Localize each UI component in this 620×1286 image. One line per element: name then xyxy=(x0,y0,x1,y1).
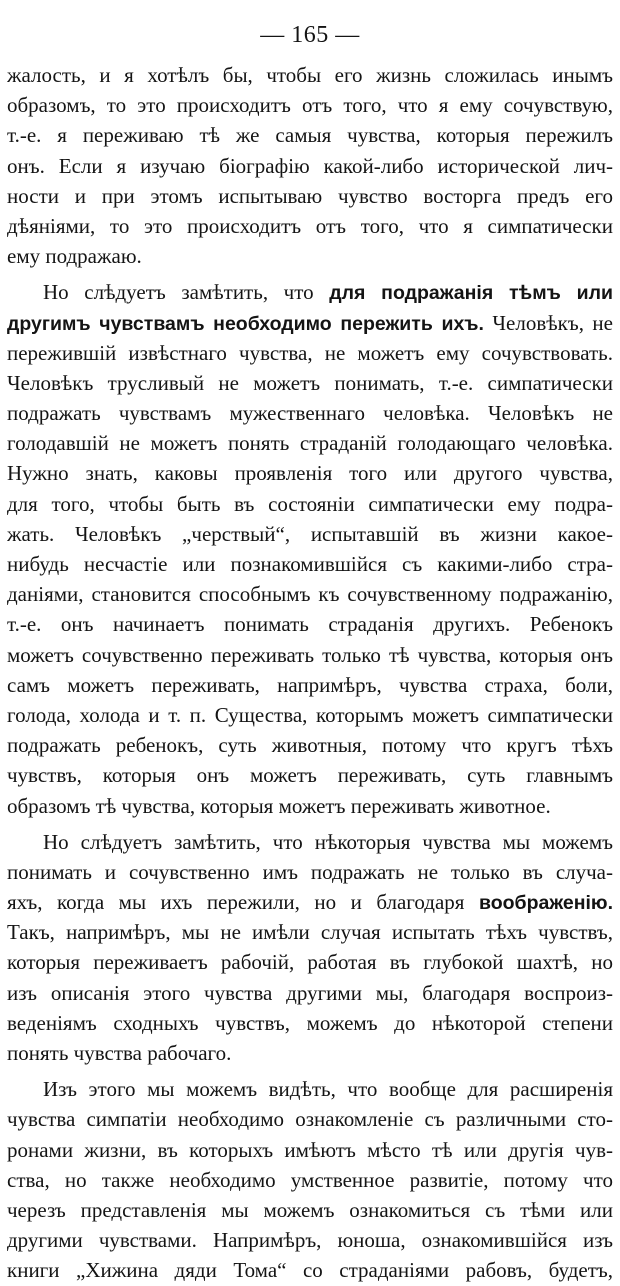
paragraph-4 xyxy=(7,1074,613,1285)
text-line: чувствъ, которыя онъ можетъ переживать, суть главнымъ xyxy=(7,763,613,788)
text-line xyxy=(7,308,613,338)
text-line: черезъ представленія мы можемъ ознакомиться съ тѣми или xyxy=(7,1197,613,1222)
text-line: Человѣкъ трусливый не можетъ понимать, т.-е. симпатически xyxy=(7,370,613,395)
page-number: — 165 — xyxy=(260,22,360,48)
text-line: жать. Человѣкъ „черствый“, испытавшій въ жизни какое- xyxy=(7,521,613,546)
body-text xyxy=(7,60,613,1286)
text-line: Такъ, напримѣръ, мы не имѣли случая испытать тѣхъ чувствъ, xyxy=(7,920,613,945)
text-line: онъ. Если я изучаю біографію какой-либо исторической лич- xyxy=(7,153,613,178)
text-line: подражать чувствамъ мужественнаго человѣка. Человѣкъ не xyxy=(7,401,613,426)
text-line: жалость, и я хотѣлъ бы, чтобы его жизнь сложилась инымъ xyxy=(7,63,613,87)
text-line xyxy=(7,887,613,917)
text-line: даніями, становится способнымъ къ сочувственному подражанію, xyxy=(7,582,613,607)
text-line: Нужно знать, каковы проявленія того или другого чувства, xyxy=(7,461,613,486)
text-line: книги „Хижина дяди Тома“ со страданіями рабовъ, будетъ, xyxy=(7,1258,613,1283)
paragraph-3 xyxy=(7,827,613,1069)
text-line: для того, чтобы быть въ состояніи симпатически ему подра- xyxy=(7,491,613,516)
paragraph-2 xyxy=(7,277,613,820)
text-line: Но слѣдуетъ замѣтить, что нѣкоторыя чувства мы можемъ xyxy=(43,829,613,854)
text-line: голода, холода и т. п. Существа, которымъ можетъ симпатически xyxy=(7,702,613,727)
text-line: можетъ сочувственно переживать только тѣ чувства, которыя онъ xyxy=(7,642,613,667)
emphasized-text: для подражанія тѣмъ или xyxy=(329,282,613,305)
text-line: понимать и сочувственно имъ подражать не только въ случа- xyxy=(7,859,613,884)
text-line: т.-е. я переживаю тѣ же самыя чувства, которыя пережилъ xyxy=(7,123,613,148)
text-line: образомъ тѣ чувства, которыя можетъ переживать животное. xyxy=(7,793,551,818)
text-line: Изъ этого мы можемъ видѣть, что вообще для расширенія xyxy=(43,1077,613,1102)
paragraph-1 xyxy=(7,60,613,271)
text-line: изъ описанія этого чувства другими мы, благодаря воспроиз- xyxy=(7,980,613,1005)
emphasized-text: воображенію. xyxy=(478,892,613,915)
text-line: ему подражаю. xyxy=(7,244,142,269)
text-line: пережившій извѣстнаго чувства, не можетъ ему сочувствовать. xyxy=(7,340,613,365)
text-run: яхъ, когда мы ихъ пережили, но и благодаря xyxy=(7,890,465,915)
text-line xyxy=(7,277,613,307)
text-line: голодавшій не можетъ понять страданій голодающаго человѣка. xyxy=(7,431,613,456)
text-line: которыя переживаетъ рабочій, работая въ глубокой шахтѣ, но xyxy=(7,950,613,975)
text-line: чувства симпатіи необходимо ознакомленіе съ различными сто- xyxy=(7,1107,613,1132)
text-run: Но слѣдуетъ замѣтить, что xyxy=(43,280,314,305)
text-line: образомъ, то это происходитъ отъ того, что я ему сочувствую, xyxy=(7,93,613,118)
text-line: т.-е. онъ начинаетъ понимать страданія другихъ. Ребенокъ xyxy=(7,612,613,637)
text-run: Человѣкъ, не xyxy=(492,310,613,335)
text-line: другими чувствами. Напримѣръ, юноша, ознакомившійся изъ xyxy=(7,1228,613,1253)
text-line: ства, но также необходимо умственное развитіе, потому что xyxy=(7,1167,613,1192)
emphasized-text: другимъ чувствамъ необходимо пережить ихъ. xyxy=(7,312,484,335)
text-line: ронами жизни, въ которыхъ имѣютъ мѣсто тѣ или другія чув- xyxy=(7,1137,613,1162)
text-line: нибудь несчастіе или познакомившійся съ какими-либо стра- xyxy=(7,552,613,576)
text-line: подражать ребенокъ, суть животныя, потому что кругъ тѣхъ xyxy=(7,733,613,758)
text-line: веденіямъ сходныхъ чувствъ, можемъ до нѣкоторой степени xyxy=(7,1010,613,1035)
text-line: дѣяніями, то это происходитъ отъ того, что я симпатически xyxy=(7,213,613,238)
text-line: понять чувства рабочаго. xyxy=(7,1041,232,1065)
text-line: самъ можетъ переживать, напримѣръ, чувства страха, боли, xyxy=(7,672,613,697)
text-line: ности и при этомъ испытываю чувство восторга предъ его xyxy=(7,183,613,208)
